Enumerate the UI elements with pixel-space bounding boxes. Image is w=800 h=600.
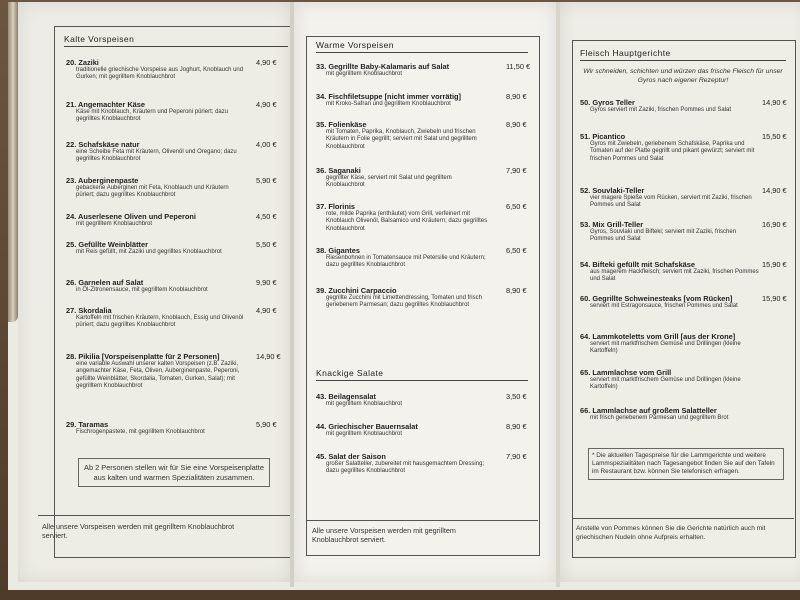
footer-divider — [38, 515, 300, 516]
menu-item — [66, 306, 288, 330]
section-heading-salads: Knackige Salate — [316, 368, 528, 381]
menu-item-name: 35. Folienkäse — [316, 120, 367, 129]
menu-item-name: 51. Picantico — [580, 132, 626, 141]
menu-item-name: 23. Auberginenpaste — [66, 176, 139, 185]
menu-item — [580, 368, 794, 392]
menu-item-name: 45. Salat der Saison — [316, 452, 386, 461]
menu-item-price: 15,90 € — [762, 294, 787, 303]
note-lamb-prices: * Die aktuellen Tagespreise für die Lammgerichte und weitere Lammspezialitäten nach Tagesangebot finden Sie auf den Tafeln im Restaurant bzw. können Sie telefonisch erfragen. — [588, 448, 784, 480]
menu-item-price: 4,90 € — [256, 100, 277, 109]
menu-item-description: gebackene Auberginen mit Feta, Knoblauch und Kräutern püriert; dazu gegrilltes Knoblauchbrot — [76, 185, 229, 199]
menu-item — [66, 100, 288, 124]
section-heading-warm-starters: Warme Vorspeisen — [316, 40, 528, 53]
menu-item-description: mit frisch geriebenem Parmesan und gegrilltem Brot — [590, 415, 729, 421]
menu-item-description: serviert mit marktfrischem Gemüse und Drillingen (kleine Kartoffeln) — [590, 341, 741, 355]
menu-item — [316, 286, 538, 310]
menu-item-name: 64. Lammkoteletts vom Grill [aus der Krone] — [580, 332, 736, 341]
menu-item-name: 39. Zucchini Carpaccio — [316, 286, 397, 295]
menu-item-name: 53. Mix Grill-Teller — [580, 220, 644, 229]
menu-item-price: 4,00 € — [256, 140, 277, 149]
menu-item-description: gegrillter Käse, serviert mit Salat und gegrilltem Knoblauchbrot — [326, 175, 452, 189]
footer-divider — [572, 518, 794, 519]
menu-item-price: 9,90 € — [256, 278, 277, 287]
menu-item — [66, 58, 288, 82]
menu-item — [316, 202, 538, 233]
menu-item-price: 4,90 € — [256, 58, 277, 67]
menu-item — [316, 120, 538, 151]
menu-item-name: 28. Pikilia [Vorspeisenplatte für 2 Personen] — [66, 352, 220, 361]
menu-item-description: Kartoffeln mit frischen Kräutern, Knoblauch, Essig und Olivenöl püriert; dazu gegrilltes Knoblauchbrot — [76, 315, 244, 329]
menu-item-name: 38. Gigantes — [316, 246, 360, 255]
menu-item-price: 4,50 € — [256, 212, 277, 221]
menu-item-price: 11,50 € — [506, 62, 531, 71]
menu-item-description: eine variable Auswahl unserer kalten Vorspeisen (z.B. Zaziki, angemachter Käse, Feta, Oliven, Auberginenpaste, Peperoni, gefüllte Weinblätter, Skordalia, Tomaten, Gurken, Salat); mit gegrilltem Knoblauchbrot — [76, 361, 240, 389]
menu-item-price: 16,90 € — [762, 220, 787, 229]
menu-item-description: gegrillte Zucchini mit Limettendressing, Tomaten und frisch geriebenem Parmesan; dazu gegrilltes Knoblauchbrot — [326, 295, 482, 309]
panel-cold-starters — [18, 2, 290, 582]
menu-item-name: 34. Fischfiletsuppe [nicht immer vorrätig] — [316, 92, 461, 101]
menu-item — [580, 132, 794, 163]
menu-item-name: 27. Skordalia — [66, 306, 112, 315]
menu-item — [580, 98, 794, 114]
menu-item-price: 3,50 € — [506, 392, 527, 401]
menu-item-description: aus magerem Hackfleisch; serviert mit Zaziki, frischen Pommes und Salat — [590, 269, 759, 283]
menu-item-price: 5,90 € — [256, 176, 277, 185]
menu-item-name: 29. Taramas — [66, 420, 109, 429]
menu-item — [580, 294, 794, 310]
menu-item — [316, 166, 538, 190]
menu-item-name: 26. Garnelen auf Salat — [66, 278, 144, 287]
footer-note: Alle unsere Vorspeisen werden mit gegrilltem Knoblauchbrot serviert. — [42, 522, 235, 540]
menu-item-price: 8,90 € — [506, 92, 527, 101]
menu-item — [580, 406, 794, 422]
menu-item-description: mit gegrilltem Knoblauchbrot — [76, 221, 153, 227]
menu-item-price: 14,90 € — [762, 98, 787, 107]
menu-item-description: traditionelle griechische Vorspeise aus Joghurt, Knoblauch und Gurken; mit gegrilltem Knoblauchbrot — [76, 67, 244, 81]
menu-item-price: 8,90 € — [506, 120, 527, 129]
menu-item — [580, 332, 794, 356]
menu-item-description: mit gegrilltem Knoblauchbrot — [326, 71, 403, 77]
menu-item-name: 66. Lammlachse auf großem Salatteller — [580, 406, 717, 415]
menu-item-price: 8,90 € — [506, 422, 527, 431]
menu-item-price: 6,50 € — [506, 246, 527, 255]
menu-item — [66, 420, 288, 436]
menu-item-name: 44. Griechischer Bauernsalat — [316, 422, 418, 431]
intro-text: Wir schneiden, schichten und würzen das frische Fleisch für unser Gyros nach eigener Rezeptur! — [583, 68, 783, 84]
menu-item-name: 33. Gegrillte Baby-Kalamaris auf Salat — [316, 62, 450, 71]
footer-divider — [306, 520, 538, 521]
menu-item-price: 14,90 € — [256, 352, 281, 361]
footer-note: Anstelle von Pommes können Sie die Gerichte natürlich auch mit griechischen Nudeln ohne Aufpreis erhalten. — [576, 525, 766, 541]
menu-item-description: mit Tomaten, Paprika, Knoblauch, Zwiebeln und frischen Kräutern in Folie gegrillt; serviert mit Salat und gegrilltem Knoblauchbrot — [326, 129, 477, 150]
menu-item-description: mit Kroko-Safran und gegrilltem Knoblauchbrot — [326, 101, 451, 107]
menu-item-price: 5,50 € — [256, 240, 277, 249]
menu-item-name: 37. Florinis — [316, 202, 356, 211]
menu-item-name: 24. Auserlesene Oliven und Peperoni — [66, 212, 196, 221]
menu-item-name: 50. Gyros Teller — [580, 98, 635, 107]
menu-item-description: vier magere Spieße vom Rücken, serviert mit Zaziki, frischen Pommes und Salat — [590, 195, 752, 209]
menu-item-name: 60. Gegrillte Schweinesteaks [vom Rücken] — [580, 294, 733, 303]
menu-item-description: in Öl-Zitronensauce, mit gegrilltem Knoblauchbrot — [76, 287, 208, 293]
panel-meat-mains — [560, 2, 800, 582]
menu-sheet — [8, 2, 800, 590]
menu-item-price: 5,90 € — [256, 420, 277, 429]
menu-item-description: rote, milde Paprika (enthäutet) vom Grill, verfeinert mit Knoblauch Olivenöl, Balsamico und Kräutern; dazu gegrilltes Knoblauchbrot — [326, 211, 488, 232]
menu-item-price: 7,90 € — [506, 452, 527, 461]
menu-item — [66, 352, 288, 390]
menu-item-price: 4,90 € — [256, 306, 277, 315]
menu-item-price: 7,90 € — [506, 166, 527, 175]
menu-item-description: mit Reis gefüllt, mit Zaziki und gegrilltes Knoblauchbrot — [76, 249, 222, 255]
menu-item-price: 15,50 € — [762, 132, 787, 141]
menu-item — [66, 240, 288, 256]
menu-item-description: großer Salatteller, zubereitet mit hausgemachtem Dressing; dazu gegrilltes Knoblauchbrot — [326, 461, 485, 475]
menu-item-name: 20. Zaziki — [66, 58, 99, 67]
menu-item — [580, 260, 794, 284]
menu-item — [580, 186, 794, 210]
menu-item — [316, 452, 538, 476]
menu-item — [316, 92, 538, 108]
menu-item-description: Gyros, Souvlaki und Bifteki; serviert mit Zaziki, frischen Pommes und Salat — [590, 229, 737, 243]
menu-item-description: mit gegrilltem Knoblauchbrot — [326, 401, 403, 407]
menu-item — [316, 62, 538, 78]
menu-item-description: Riesenbohnen in Tomatensauce mit Petersilie und Kräutern; dazu gegrilltes Knoblauchbrot — [326, 255, 486, 269]
menu-item-name: 25. Gefüllte Weinblätter — [66, 240, 149, 249]
menu-item-description: Fischrogenpastete, mit gegrilltem Knoblauchbrot — [76, 429, 205, 435]
menu-item — [316, 246, 538, 270]
menu-item-description: mit gegrilltem Knoblauchbrot — [326, 431, 403, 437]
menu-item-name: 22. Schafskäse natur — [66, 140, 140, 149]
menu-item-price: 8,90 € — [506, 286, 527, 295]
menu-item-description: eine Scheibe Feta mit Kräutern, Olivenöl und Oregano; dazu gegrilltes Knoblauchbrot — [76, 149, 237, 163]
menu-item-description: serviert mit Estragonsauce, frischen Pommes und Salat — [590, 303, 738, 309]
menu-item — [316, 422, 538, 438]
footer-note: Alle unsere Vorspeisen werden mit gegrilltem Knoblauchbrot serviert. — [312, 526, 456, 544]
knife-blade — [8, 2, 18, 322]
section-heading-cold-starters: Kalte Vorspeisen — [64, 34, 288, 47]
menu-item-name: 65. Lammlachse vom Grill — [580, 368, 672, 377]
menu-item-name: 21. Angemachter Käse — [66, 100, 146, 109]
menu-item — [66, 176, 288, 200]
menu-item-name: 52. Souvlaki-Teller — [580, 186, 645, 195]
menu-item — [316, 392, 538, 408]
menu-item-description: serviert mit marktfrischem Gemüse und Drillingen (kleine Kartoffeln) — [590, 377, 741, 391]
menu-item — [66, 278, 288, 294]
panel-warm-starters — [294, 2, 556, 582]
menu-item-price: 15,90 € — [762, 260, 787, 269]
section-heading-meat-mains: Fleisch Hauptgerichte — [580, 48, 786, 61]
menu-item — [66, 212, 288, 228]
menu-item-description: Gyros mit Zwiebeln, geriebenem Schafskäse, Paprika und Tomaten auf der Platte gegrillt und pikant gewürzt; serviert mit frischen Pommes und Salat — [590, 141, 755, 162]
note-starter-platter: Ab 2 Personen stellen wir für Sie eine Vorspeisenplatte aus kalten und warmen Spezialitäten zusammen. — [78, 458, 270, 487]
menu-item-description: Gyros serviert mit Zaziki, frischen Pommes und Salat — [590, 107, 732, 113]
menu-item — [66, 140, 288, 164]
menu-item-name: 43. Beilagensalat — [316, 392, 376, 401]
menu-item-name: 36. Saganaki — [316, 166, 361, 175]
menu-item-price: 14,90 € — [762, 186, 787, 195]
menu-item-price: 6,50 € — [506, 202, 527, 211]
menu-item — [580, 220, 794, 244]
menu-item-name: 54. Bifteki gefüllt mit Schafskäse — [580, 260, 696, 269]
menu-item-description: Käse mit Knoblauch, Kräutern und Peperoni püriert; dazu gegrilltes Knoblauchbrot — [76, 109, 229, 123]
